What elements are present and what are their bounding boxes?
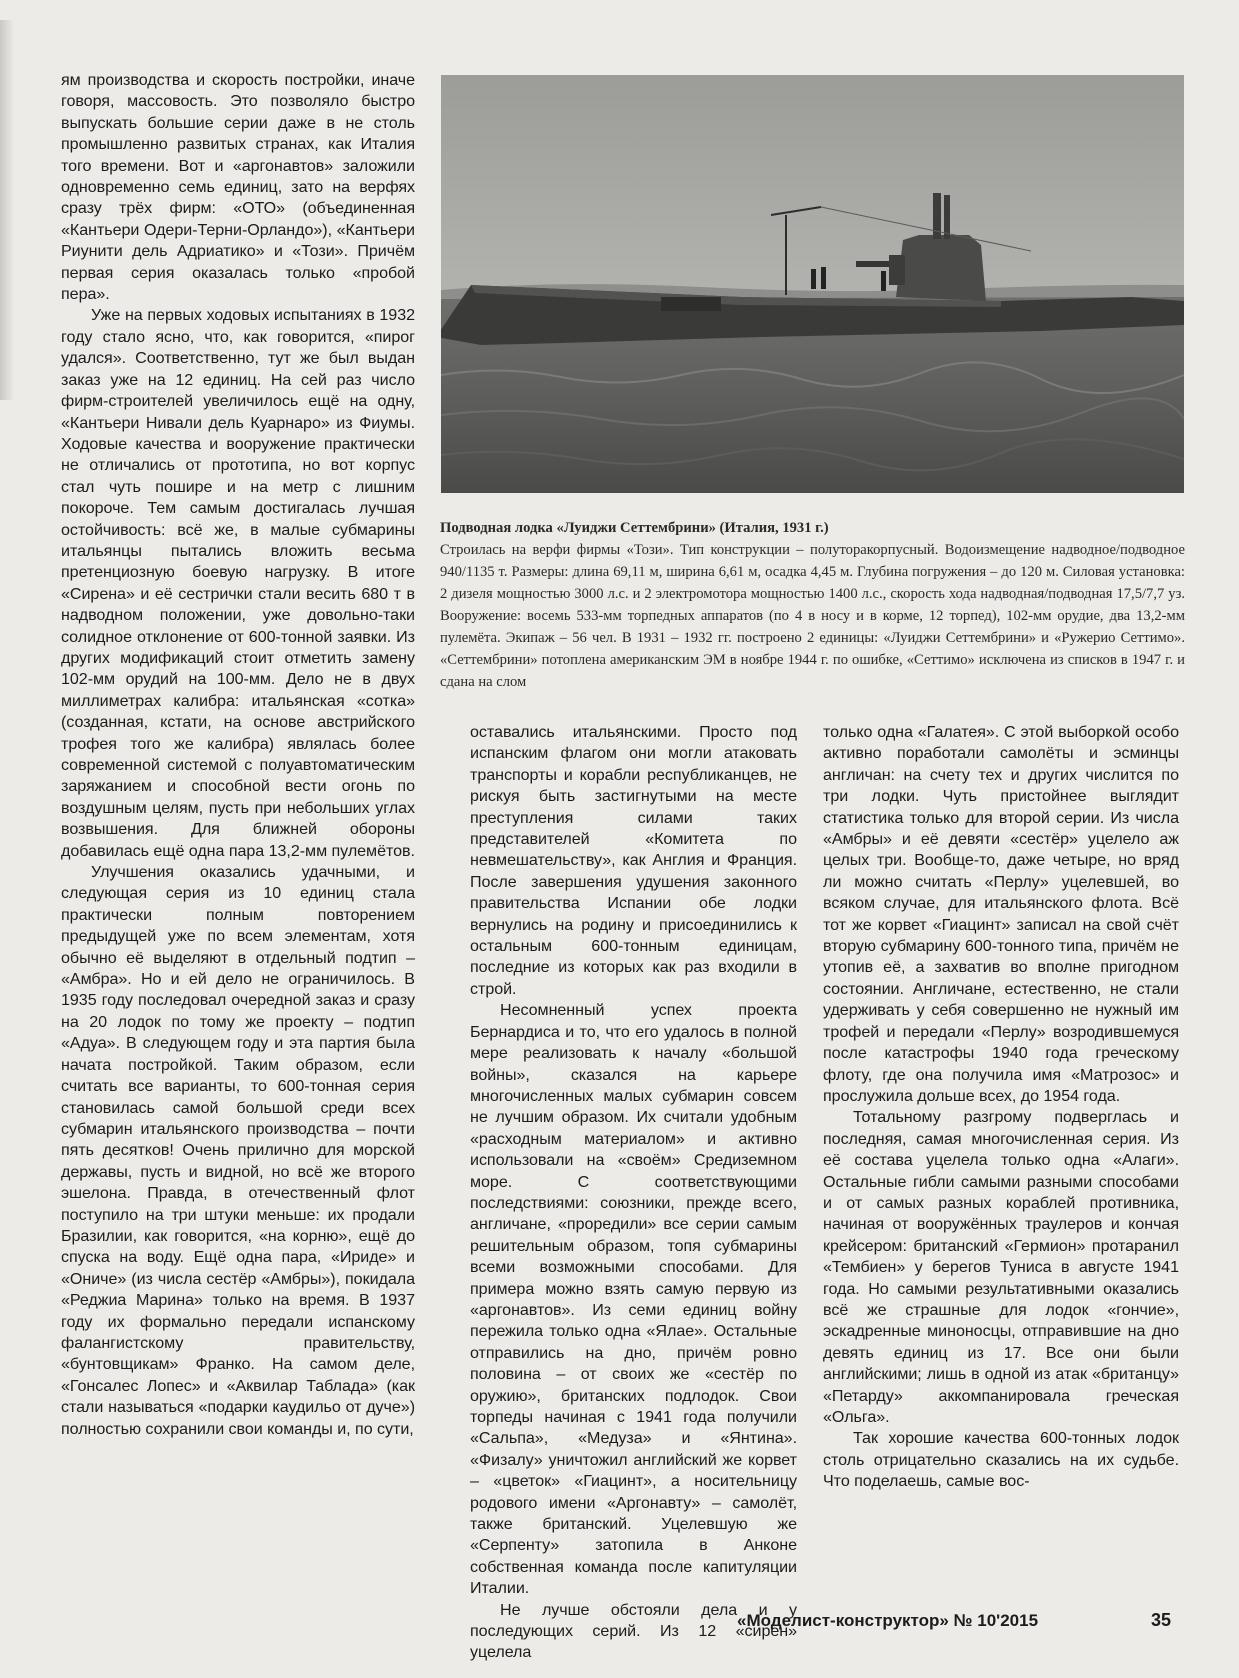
paragraph: Уже на первых ходовых испытаниях в 1932 году стало ясно, что, как говорится, «пирог удался». Соответственно, тут же был выдан заказ уже на 12 единиц. На сей раз число фирм-строителей увеличилось ещё на одну, «Кантьери Нивали дель Куарнаро» из Фиумы. Ходовые качества и вооружение практически не отличались от прототипа, но вот корпус стал чуть пошире и на метр с лишним покороче. Тем самым достигалась лучшая остойчивость: всё же, в малые субмарины итальянцы пытались вложить весьма претенциозную боевую нагрузку. В итоге «Сирена» и её сестрички стали весить 680 т в надводном положении, уже довольно-таки солидное отклонение от 600-тонной заявки. Из других модификаций стоит отметить замену 102-мм орудий на 100-мм. Дело не в двух миллиметрах калибра: итальянская «сотка» (созданная, кстати, на основе австрийского трофея того же калибра) являлась более современной системой с полуавтоматическим заряжанием и способной вести огонь по воздушным целям, пусть при небольших углах возвышения. Для ближней обороны добавилась ещё одна пара 13,2-мм пулемётов. [61,306,415,860]
paragraph: Несомненный успех проекта Бернардиса и то, что его удалось в полной мере реализовать к началу «большой войны», сказался на карьере многочисленных малых субмарин совсем не лучшим образом. Их считали удобным «расходным материалом» и активно использовали на «своём» Средиземном море. С соответствующими последствиями: союзники, прежде всего, англичане, «проредили» все серии самым решительным образом, топя субмарины всеми возможными способами. Для примера можно взять самую первую из «аргонавтов». Из семи единиц войну пережила только одна «Ялае». Остальные отправились на дно, причём ровно половина – от своих же «сестёр по оружию», британских подлодок. Свои торпеды начиная с 1941 года получили «Сальпа», «Медуза» и «Янтина». «Физалу» уничтожил английский же корвет – «цветок» «Гиацинт», а носительницу родового имени «Аргонавту» – самолёт, также британский. Уцелевшую же «Серпенту» затопила в Анконе собственная команда после капитуляции Италии. [470,1001,797,1598]
paragraph: только одна «Галатея». С этой выборкой особо активно поработали самолёты и эсминцы англичан: на счету тех и других числится по три лодки. Чуть пристойнее выглядит статистика только для второй серии. Из числа «Амбры» и её девяти «сестёр» уцелело аж целых три. Вообще-то, даже четыре, но вряд ли можно считать «Перлу» уцелевшей, во всяком случае, для итальянского флота. Всё тот же корвет «Гиацинт» записал на свой счёт вторую субмарину 600-тонного типа, причём не утопив её, а захватив во вполне пригодном состоянии. Англичане, естественно, не стали удерживать у себя совершенно не нужный им трофей и передали «Перлу» возродившемуся после катастрофы 1940 года греческому флоту, где она получила имя «Матрозос» и прослужила дольше всех, до 1954 года. [823,723,1179,1105]
paragraph: Так хорошие качества 600-тонных лодок столь отрицательно сказались на их судьбе. Что поделаешь, самые вос- [823,1429,1179,1491]
paragraph: Тотальному разгрому подверглась и последняя, самая многочисленная серия. Из её состава уцелела только одна «Алаги». Остальные гибли самыми разными способами и от самых разных кораблей противника, начиная от вооружённых траулеров и кончая крейсером: британский «Гермион» протаранил «Тембиен» у берегов Туниса в августе 1941 года. Но самыми результативными оказались всё же страшные для лодок «гончие», эскадренные миноносцы, отправившие на дно девять единиц из 17. Все они были английскими; лишь в одной из атак «британцу» «Петарду» аккомпанировала греческая «Ольга». [823,1108,1179,1426]
paragraph: оставались итальянскими. Просто под испанским флагом они могли атаковать транспорты и корабли республиканцев, не рискуя быть застигнутыми на месте преступления силами таких представителей «Комитета по невмешательству», как Англия и Франция. После завершения удушения законного правительства Испании обе лодки вернулись на родину и присоединились к остальным 600-тонным единицам, последние из которых как раз входили в строй. [470,723,797,998]
paragraph: Улучшения оказались удачными, и следующая серия из 10 единиц стала практически полным повторением предыдущей уже по всем элементам, хотя обычно её выделяют в отдельный подтип – «Амбра». Но и ей дело не ограничилось. В 1935 году последовал очередной заказ и сразу на 20 лодок по тому же проекту – подтип «Адуа». В следующем году и эта партия была начата постройкой. Таким образом, если считать все варианты, то 600-тонная серия становилась самой большой среди всех субмарин итальянского производства – почти пять десятков! Очень прилично для морской державы, пусть и видной, но всё же второго эшелона. Правда, в отечественный флот поступило на три штуки меньше: их продали Бразилии, как говорится, «на корню», ещё до спуска на воду. Ещё одна пара, «Ириде» и «Ониче» (из числа сестёр «Амбры»), покидала «Реджиа Марина» только на время. В 1937 году их формально передали испанскому фалангистскому правительству, «бунтовщикам» Франко. На самом деле, «Гонсалес Лопес» и «Аквилар Таблада» (как стали называться «подарки каудильо от дуче») полностью сохранили свои команды и, по сути, [61,863,415,1438]
paragraph: ям производства и скорость постройки, иначе говоря, массовость. Это позволяло быстро выпускать большие серии даже в не столь промышленно развитых странах, как Италия того времени. Вот и «аргонавтов» заложили одновременно семь единиц, зато на верфях сразу трёх фирм: «ОТО» (объединенная «Кантьери Одери-Терни-Орландо»), «Кантьери Риунити дель Адриатико» и «Този». Причём первая серия оказалась только «пробой пера». [61,71,415,304]
text-column-3 [823,722,1179,1493]
caption-title: Подводная лодка «Луиджи Сеттембрини» (Италия, 1931 г.) [440,520,829,536]
page-edge-shadow [0,20,14,400]
page-number: 35 [1151,1610,1172,1630]
magazine-footer: «Моделист-конструктор» № 10'2015 [737,1611,1039,1630]
text-column-1 [61,70,415,1440]
photo-caption [440,517,1185,693]
paragraph: Не лучше обстояли дела и у последующих серий. Из 12 «сирен» уцелела [470,1600,797,1662]
submarine-photo [441,75,1184,493]
text-column-2 [470,722,797,1664]
caption-body: Строилась на верфи фирмы «Този». Тип конструкции – полуторакорпусный. Водоизмещение надводное/подводное 940/1135 т. Размеры: длина 69,11 м, ширина 6,61 м, осадка 4,45 м. Глубина погружения – до 120 м. Силовая установка: 2 дизеля мощностью 3000 л.с. и 2 электромотора мощностью 1400 л.с., скорость хода надводная/подводная 17,5/7,7 уз. Вооружение: восемь 533-мм торпедных аппаратов (по 4 в носу и в корме, 12 торпед), 102-мм орудие, два 13,2-мм пулемёта. Экипаж – 56 чел. В 1931 – 1932 гг. построено 2 единицы: «Луиджи Сеттембрини» и «Ружерио Сеттимо». «Сеттембрини» потоплена американским ЭМ в ноябре 1944 г. по ошибке, «Сеттимо» исключена из списков в 1947 г. и сдана на слом [440,542,1185,690]
